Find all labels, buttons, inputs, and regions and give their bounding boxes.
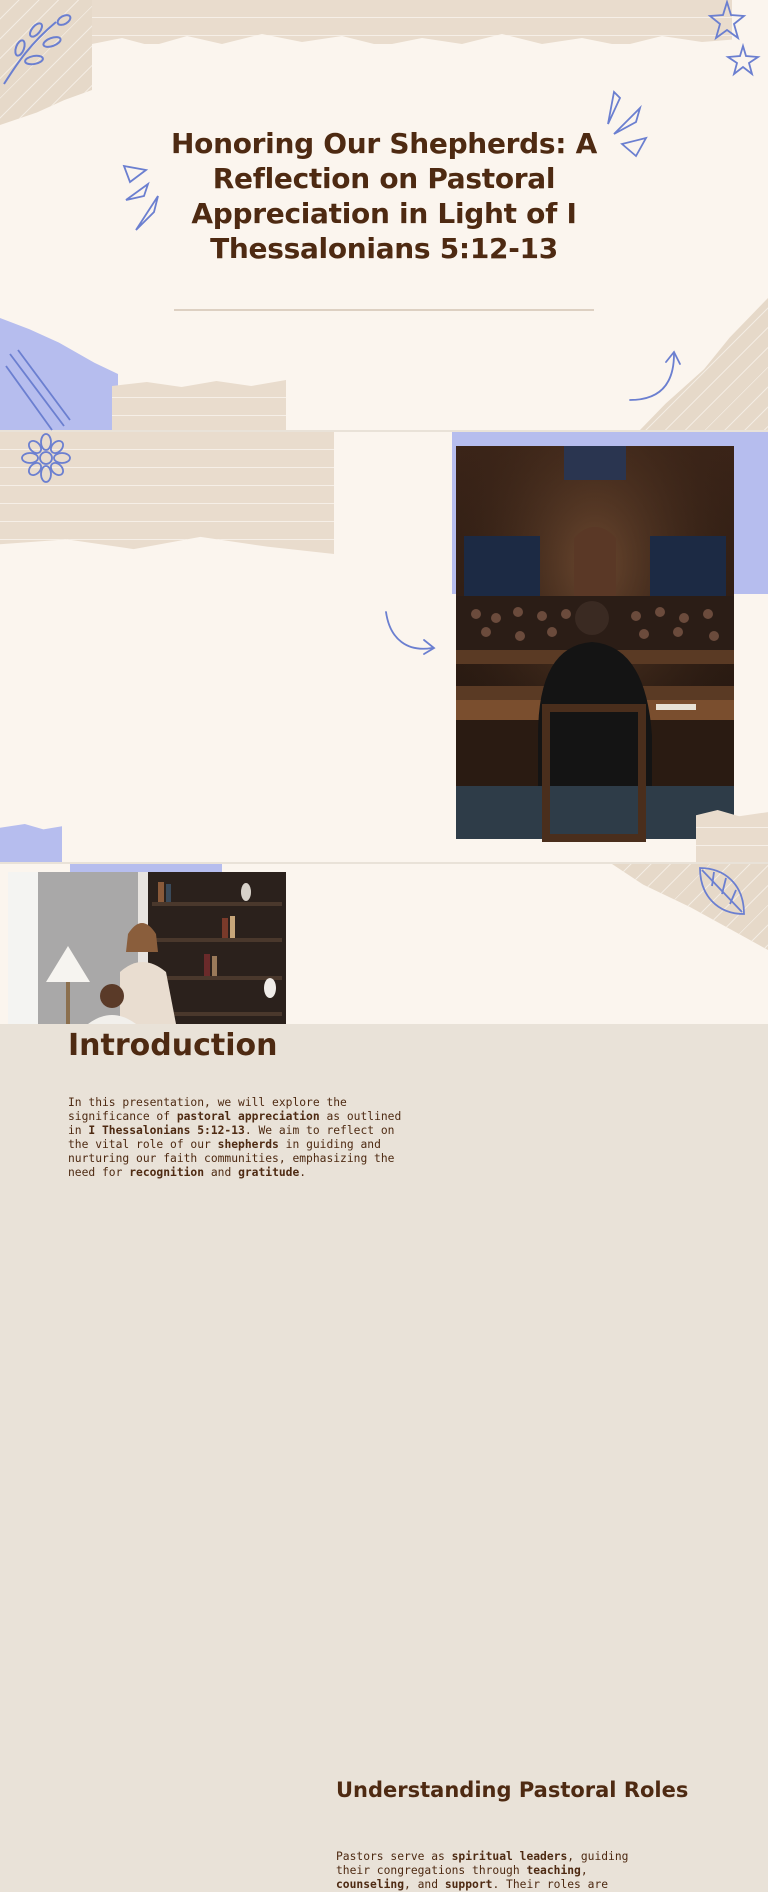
decorative-lines (4, 350, 74, 430)
section-heading: Introduction (68, 1028, 278, 1063)
roles-paragraph (336, 1850, 676, 1892)
torn-paper-edge (92, 30, 752, 56)
curved-arrow-icon (626, 348, 686, 404)
star-icon (708, 0, 746, 42)
text-run: . (299, 1166, 307, 1179)
emphasis-text: gratitude (238, 1166, 300, 1179)
emphasis-text: recognition (129, 1166, 205, 1179)
courtroom-photo (456, 446, 734, 839)
emphasis-text: I Thessalonians 5:12-13 (88, 1124, 245, 1137)
blue-paper-piece (0, 824, 62, 862)
text-run: , guiding their congregations through (336, 1850, 629, 1877)
flower-icon (16, 432, 76, 486)
title-slide (0, 0, 768, 430)
emphasis-text: counseling (336, 1878, 405, 1891)
text-run: as outlined in (68, 1110, 402, 1137)
emphasis-text: pastoral appreciation (176, 1110, 320, 1123)
text-run: . We aim to reflect on the vital role of our (68, 1124, 395, 1151)
divider (174, 309, 594, 311)
curved-arrow-icon (382, 610, 438, 660)
lined-paper-strip (112, 380, 286, 430)
page-title: Honoring Our Shepherds: A Reflection on Pastoral Appreciation in Light of I Thessalonians 5:12-13 (171, 127, 597, 265)
people-library-photo (8, 872, 286, 1024)
text-run: In this presentation, we will explore the significance of (68, 1096, 347, 1123)
text-run: . Their roles are (492, 1878, 609, 1891)
text-run: Pastors serve as (336, 1850, 452, 1863)
leaf-branch-icon (0, 12, 76, 88)
leaf-icon (694, 864, 750, 920)
intro-paragraph (68, 1096, 418, 1180)
text-run: , and (404, 1878, 445, 1891)
introduction-slide (0, 432, 768, 1179)
section-heading: Understanding Pastoral Roles (336, 1778, 689, 1802)
lined-paper-piece (696, 810, 768, 862)
emphasis-text: support (444, 1878, 493, 1891)
star-icon (724, 44, 762, 76)
emphasis-text: spiritual leaders (451, 1850, 568, 1863)
text-run: and (204, 1166, 239, 1179)
emphasis-text: teaching (526, 1864, 581, 1877)
text-run: in guiding and nurturing our faith communities, emphasizing the need for (68, 1138, 395, 1179)
text-run: , (580, 1864, 588, 1877)
emphasis-text: shepherds (217, 1138, 279, 1151)
